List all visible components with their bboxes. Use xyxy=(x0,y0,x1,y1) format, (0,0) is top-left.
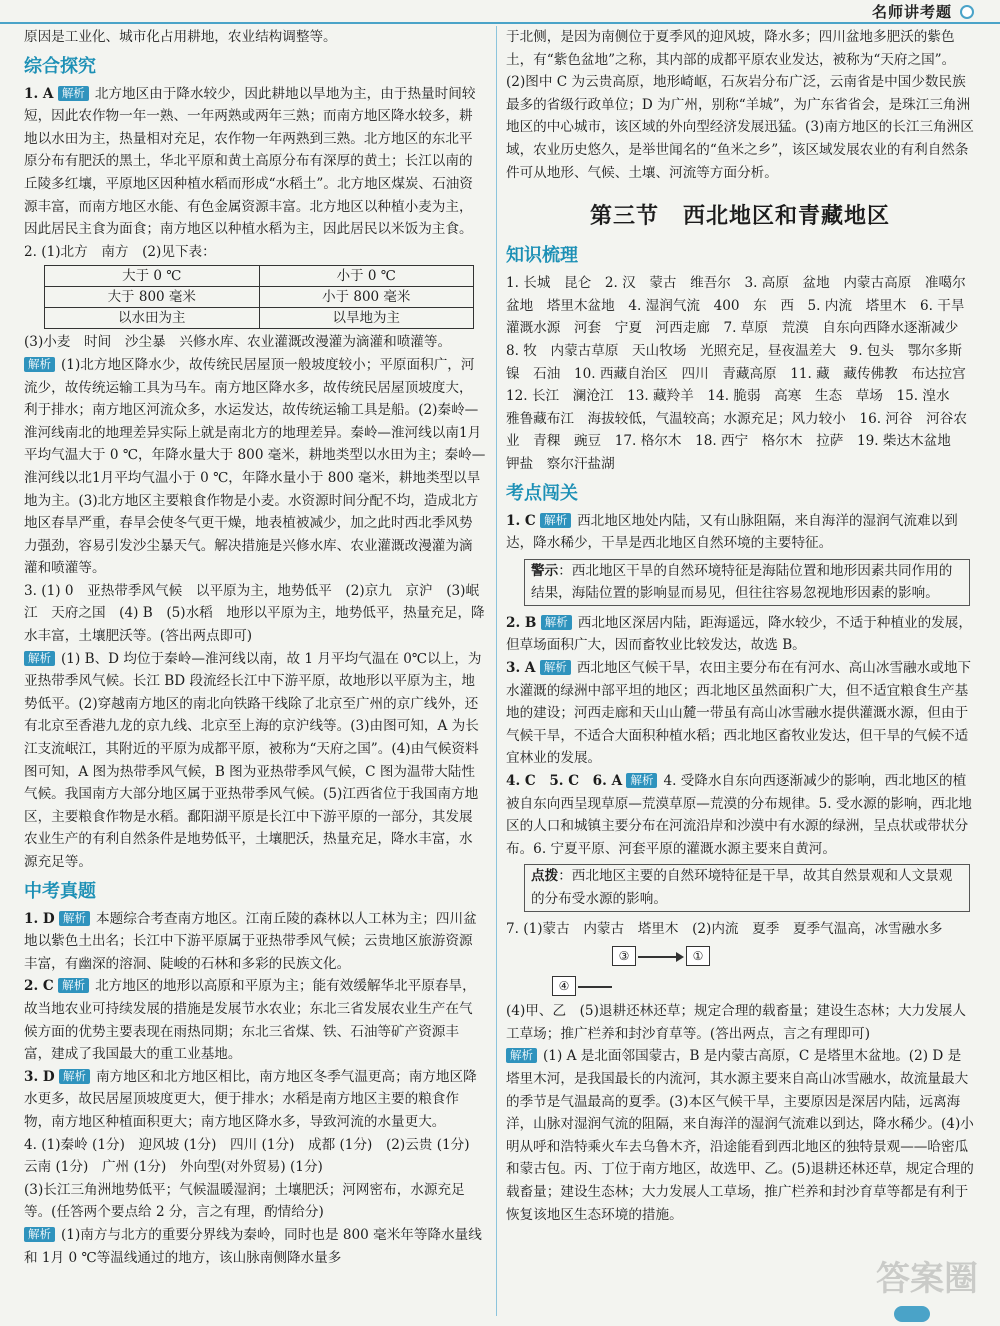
analysis-tag: 解析 xyxy=(58,86,89,101)
analysis-text: (1)南方与北方的重要分界线为秦岭，同时也是 800 毫米年等降水量线和 1月 0 ℃等温线通过的地方，该山脉南侧降水量多 xyxy=(24,1226,482,1266)
analysis-tag: 解析 xyxy=(59,911,90,926)
answer-text: 南方地区和北方地区相比，南方地区冬季气温更高；南方地区降水更多，故民居屋顶坡度更大，便于排水；水稻是南方地区主要的粮食作物，南方地区种植面积更大；南方地区降水多，导致河流的水量更大。 xyxy=(24,1068,477,1130)
analysis-tag: 解析 xyxy=(540,513,571,528)
section-heading-zhishi: 知识梳理 xyxy=(506,245,578,267)
diagram-box-3: ③ xyxy=(612,946,636,966)
diagram-connector xyxy=(578,986,612,988)
answer-number: 1. D xyxy=(24,910,55,927)
answer-2-analysis xyxy=(24,354,486,580)
answer-1 xyxy=(24,83,486,241)
answer-text: 西北地区深居内陆，距海遥远，降水较少，不适于种植业的发展，但草场面积广大，因而畜牧业比较发达，故选 B。 xyxy=(506,614,972,654)
warning-text: ：西北地区干旱的自然环境特征是海陆位置和地形因素共同作用的结果，海陆位置的影响显而易见，但往往容易忽视地形因素的影响。 xyxy=(531,562,953,602)
page-header xyxy=(0,0,1000,24)
point-answer-1 xyxy=(506,510,974,555)
answer-text: 本题综合考查南方地区。江南丘陵的森林以人工林为主；四川盆地以紫色土出名；长江中下游平原属于亚热带季风气候；云贵地区旅游资源丰富，有幽深的溶洞、陡峻的石林和多彩的民族文化。 xyxy=(24,910,477,972)
climate-table xyxy=(44,265,474,329)
section-heading-zhongkao: 中考真题 xyxy=(24,880,96,902)
table-cell: 以旱地为主 xyxy=(259,308,474,329)
analysis-tag: 解析 xyxy=(59,1069,90,1084)
analysis-tag: 解析 xyxy=(58,978,89,993)
table-cell: 大于 0 ℃ xyxy=(45,266,260,287)
chapter-title xyxy=(506,202,974,232)
watermark-logo: 答案圈 xyxy=(876,1259,978,1299)
answer-number: 1. A xyxy=(24,85,54,102)
table-cell: 小于 0 ℃ xyxy=(259,266,474,287)
flow-diagram xyxy=(526,940,974,1000)
exam-answer-1 xyxy=(24,908,486,976)
tip-text: ：西北地区主要的自然环境特征是干旱，故其自然景观和人文景观的分布受水源的影响。 xyxy=(531,868,953,907)
answer-text: 西北地区气候干旱，农田主要分布在有河水、高山冰雪融水或地下水灌溉的绿洲中部平坦的地区；西北地区虽然面积广大，但不适宜粮食生产基地的建设；河西走廊和天山山麓一带虽有高山冰雪融水提供灌溉水源，但由于气候干旱，不适合大面积种植水稻；西北地区畜牧业发达，但干旱的气候不适宜林业的发展。 xyxy=(506,660,972,767)
exam-answer-3 xyxy=(24,1066,486,1134)
answer-number: 3. D xyxy=(24,1068,55,1085)
header-dot-icon xyxy=(960,5,974,19)
point-answer-3 xyxy=(506,657,974,770)
answer-3: 3. (1) 0 亚热带季风气候 以平原为主，地势低平 (2)京九 京沪 (3)岷江 天府之国 (4) B (5)水稻 地形以平原为主，地势低平，热量充足，降水丰富，土壤肥沃等。(答出两点即可) xyxy=(24,582,485,645)
exam-answer-4: 4. (1)秦岭 (1分) 迎风坡 (1分) 四川 (1分) 成都 (1分) (2)云贵 (1分) 云南 (1分) 广州 (1分) 外向型(对外贸易) (1分) xyxy=(24,1136,484,1176)
section-number: 第三节 xyxy=(589,204,659,230)
answer-number: 3. A xyxy=(506,660,536,677)
answer-text: 北方地区由于降水较少，因此耕地以旱地为主，由于热量时间较短，因此农作物一年一熟、一年两熟或两年三熟；而南方地区降水较多，耕地以水田为主，热量相对充足，农作物一年两熟到三熟。北方地区的东北平原分布有肥沃的黑土，华北平原和黄土高原分布有深厚的黄土；长江以南的丘陵多红壤，平原地区因种植水稻而形成“水稻土”。北方地区煤炭、石油资源丰富，而南方地区水能、有色金属资源丰富。北方地区以种植小麦为主，因此居民主食为面食；南方地区以种植水稻为主，因此居民以米饭为主食。 xyxy=(24,85,476,238)
answer-text: 北方地区的地形以高原和平原为主；能有效缓解华北平原春旱，故当地农业可持续发展的措施是发展节水农业；东北三省发展农业生产在气候方面的优势主要表现在雨热同期；东北三省煤、铁、石油等矿产资源丰富，建成了我国最大的重工业基地。 xyxy=(24,978,476,1063)
point-answer-4-6 xyxy=(506,770,974,860)
analysis-tag: 解析 xyxy=(506,1048,537,1063)
exam-answer-4-part3: (3)长江三角洲地势低平；气候温暖湿润；土壤肥沃；河网密布，水源充足等。(任答两个要点给 2 分，言之有理，酌情给分) xyxy=(24,1181,465,1221)
analysis-tag: 解析 xyxy=(540,660,571,675)
table-row xyxy=(45,308,474,329)
exam-answer-4-analysis xyxy=(24,1224,486,1269)
intro-text: 原因是工业化、城市化占用耕地，农业结构调整等。 xyxy=(24,29,337,45)
section-heading-zonghe: 综合探究 xyxy=(24,55,96,77)
answer-number: 1. C xyxy=(506,512,536,529)
header-title: 名师讲考题 xyxy=(871,3,952,21)
answer-number: 2. B xyxy=(506,614,537,631)
analysis-tag: 解析 xyxy=(24,651,55,666)
diagram-arrow-line xyxy=(638,956,678,958)
page-number-badge xyxy=(894,1306,930,1322)
warning-label: 警示 xyxy=(531,562,559,579)
section-title: 西北地区和青藏地区 xyxy=(683,204,891,230)
analysis-tag: 解析 xyxy=(541,615,572,630)
answer-text: 西北地区地处内陆，又有山脉阻隔，来自海洋的湿润气流难以到达，降水稀少，干旱是西北地区自然环境的主要特征。 xyxy=(506,512,958,552)
left-column xyxy=(24,26,486,1269)
table-cell: 大于 800 毫米 xyxy=(45,287,260,308)
answer-number: 4. C 5. C 6. A xyxy=(506,773,623,790)
exam-answer-2 xyxy=(24,975,486,1065)
diagram-box-4: ④ xyxy=(552,976,576,996)
column-divider xyxy=(496,26,497,1316)
arrow-right-icon xyxy=(676,952,684,962)
analysis-tag: 解析 xyxy=(24,357,55,372)
continued-text: 于北侧，是因为南侧位于夏季风的迎风坡，降水多；四川盆地多肥沃的紫色土，有“紫色盆地”之称，其内部的成都平原农业发达，被称为“天府之国”。(2)图中 C 为云贵高原，地形崎岖，石灰岩分布广泛，云南省是中国少数民族最多的省级行政单位；D 为广州，别称“羊城”，为广东省省会，是珠江三角洲地区的中心城市，该区域的外向型经济发展迅猛。(3)南方地区的长江三角洲区域，农业历史悠久，是举世闻名的“鱼米之乡”，该区域发展农业的有利自然条件可从地形、气候、土壤、河流等方面分析。 xyxy=(506,29,974,181)
diagram-box-1: ① xyxy=(686,946,710,966)
knowledge-list: 1. 长城 昆仑 2. 汉 蒙古 维吾尔 3. 高原 盆地 内蒙古高原 准噶尔盆地 塔里木盆地 4. 湿润气流 400 东 西 5. 内流 塔里木 6. 干旱 灌溉水源 河套 宁夏 河西走廊 7. 草原 荒漠 自东向西降水逐渐减少 8. 牧 内蒙古草原 天山牧场 光照充足，昼夜温差大 9. 包头 鄂尔多斯 镍 石油 10. 西藏自治区 四川 青藏高原 11. 藏 藏传佛教 布达拉宫 12. 长江 澜沧江 13. 藏羚羊 14. 脆弱 高寒 生态 草场 15. 湟水 雅鲁藏布江 海拔较低，气温较高；水源充足；风力较小 16. 河谷 河谷农业 青稞 豌豆 17. 格尔木 18. 西宁 格尔木 拉萨 19. 柴达木盆地 钾盐 察尔汗盐湖 xyxy=(506,275,980,472)
point-answer-7-analysis xyxy=(506,1045,974,1226)
table-row xyxy=(45,266,474,287)
tip-label: 点拨 xyxy=(531,868,559,885)
answer-3-analysis xyxy=(24,648,486,874)
table-cell: 以水田为主 xyxy=(45,308,260,329)
point-answer-7: 7. (1)蒙古 内蒙古 塔里木 (2)内流 夏季 夏季气温高，冰雪融水多 xyxy=(506,920,943,937)
right-column xyxy=(506,26,980,1226)
answer-text: 4. 受降水自东向西逐渐减少的影响，西北地区的植被自东向西呈现草原—荒漠草原—荒漠的分布规律。5. 受水源的影响，西北地区的人口和城镇主要分布在河流沿岸和沙漠中有水源的绿洲，呈点状或带状分布。6. 宁夏平原、河套平原的灌溉水源主要来自黄河。 xyxy=(506,773,972,857)
tip-box xyxy=(524,864,970,911)
section-heading-kaodian: 考点闯关 xyxy=(506,482,578,504)
point-answer-2 xyxy=(506,612,974,657)
answer-2-part3: (3)小麦 时间 沙尘暴 兴修水库、农业灌溉改漫灌为滴灌和喷灌等。 xyxy=(24,334,452,351)
analysis-text: (1)北方地区降水少，故传统民居屋顶一般坡度较小；平原面积广，河流少，故传统运输工具为马车。南方地区降水多，故传统民居屋顶坡度大，利于排水；南方地区河流众多，水运发达，故传统运输工具是船。(2)秦岭—淮河线南北的地理差异实际上就是南北方的地理差异。秦岭—淮河线以南1月平均气温大于 0 ℃，年降水量大于 800 毫米，耕地类型以水田为主；秦岭—淮河线以北1月平均气温小于 0 ℃，年降水量小于 800 毫米，耕地类型以旱地为主。(3)北方地区主要粮食作物是小麦。水资源时间分配不均，造成北方地区春旱严重，春旱会使冬气更干燥，地表植被减少，加之此时西北季风势力强劲，容易引发沙尘暴天气。解决措施是兴修水库、农业灌溉改漫灌为滴灌和喷灌等。 xyxy=(24,356,486,577)
analysis-text: (1) B、D 均位于秦岭—淮河线以南，故 1 月平均气温在 0℃以上，为亚热带季风气候。长江 BD 段流经长江中下游平原，故地形以平原为主，地势低平。(2)穿越南方地区的南北向铁路干线除了北京至广州的京广线外，还有北京至香港九龙的京九线、北京至上海的京沪线等。(3)由图可知，A 为长江支流岷江，其附近的平原为成都平原，被称为“天府之国”。(4)由气候资料图可知，A 图为热带季风气候，B 图为亚热带季风气候，C 图为温带大陆性气候。我国南方大部分地区属于亚热带季风气候。(5)江西省位于我国南方地区，主要粮食作物是水稻。鄱阳湖平原是长江中下游平原的一部分，其发展农业生产的有利自然条件是地势低平，土壤肥沃，热量充足，降水丰富，水源充足等。 xyxy=(24,650,482,870)
table-cell: 小于 800 毫米 xyxy=(259,287,474,308)
analysis-tag: 解析 xyxy=(626,773,657,788)
analysis-text: (1) A 是北面邻国蒙古，B 是内蒙古高原，C 是塔里木盆地。(2) D 是塔里木河，是我国最长的内流河，其水源主要来自高山冰雪融水，故流量最大的季节是气温最高的夏季。(3)本区气候干旱，主要原因是深居内陆，远离海洋，山脉对湿润气流的阻隔，来自海洋的湿润气流难以到达，降水稀少。(4)小明从呼和浩特乘火车去乌鲁木齐，沿途能看到西北地区的独特景观——哈密瓜和蒙古包。丙、丁位于南方地区，故选甲、乙。(5)退耕还林还草，规定合理的载畜量；建设生态林；大力发展人工草场，推广栏养和封沙育草等都是有利于恢复该地区生态环境的措施。 xyxy=(506,1048,974,1223)
point-answer-7-part4: (4)甲、乙 (5)退耕还林还草；规定合理的载畜量；建设生态林；大力发展人工草场；推广栏养和封沙育草等。(答出两点，言之有理即可) xyxy=(506,1003,966,1042)
warning-box xyxy=(524,559,970,606)
answer-number: 2. C xyxy=(24,978,54,995)
answer-2: 2. (1)北方 南方 (2)见下表： xyxy=(24,243,216,260)
table-row xyxy=(45,287,474,308)
analysis-tag: 解析 xyxy=(24,1227,55,1242)
